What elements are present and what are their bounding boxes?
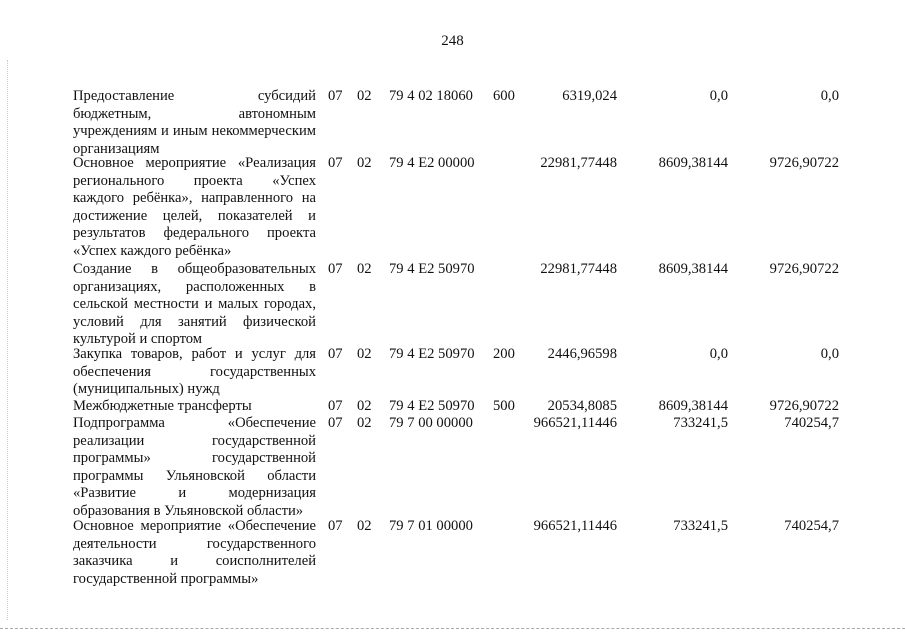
row-name: Создание в общеобразовательных организациях, расположенных в сельской местности и малых городах, условий для занятий физической культурой и спортом xyxy=(73,261,316,348)
target-item-code: 79 4 Е2 00000 xyxy=(389,155,475,171)
section-code: 07 xyxy=(328,155,343,171)
amount-year-3: 0,0 xyxy=(820,346,839,362)
amount-year-2: 8609,38144 xyxy=(658,261,728,277)
amount-year-2: 733241,5 xyxy=(673,518,728,534)
amount-year-1: 20534,8085 xyxy=(547,398,617,414)
amount-year-2: 0,0 xyxy=(709,346,728,362)
amount-year-3: 9726,90722 xyxy=(769,155,839,171)
row-name: Закупка товаров, работ и услуг для обеспечения государственных (муниципальных) нужд xyxy=(73,346,316,398)
section-code: 07 xyxy=(328,88,343,104)
subsection-code: 02 xyxy=(357,155,372,171)
bottom-rule xyxy=(0,628,905,629)
target-item-code: 79 4 Е2 50970 xyxy=(389,261,475,277)
amount-year-1: 966521,11446 xyxy=(533,415,617,431)
target-item-code: 79 4 Е2 50970 xyxy=(389,346,475,362)
page-number: 248 xyxy=(441,33,464,49)
amount-year-1: 6319,024 xyxy=(562,88,617,104)
section-code: 07 xyxy=(328,346,343,362)
row-name: Основное мероприятие «Реализация регионального проекта «Успех каждого ребёнка», направленного на достижение целей, показателей и результатов федерального проекта «Успех каждого ребёнка» xyxy=(73,155,316,259)
subsection-code: 02 xyxy=(357,261,372,277)
row-name: Основное мероприятие «Обеспечение деятельности государственного заказчика и соисполнителей государственной программы» xyxy=(73,518,316,587)
amount-year-3: 9726,90722 xyxy=(769,398,839,414)
subsection-code: 02 xyxy=(357,88,372,104)
amount-year-3: 0,0 xyxy=(820,88,839,104)
amount-year-2: 733241,5 xyxy=(673,415,728,431)
target-item-code: 79 4 02 18060 xyxy=(389,88,473,104)
target-item-code: 79 7 00 00000 xyxy=(389,415,473,431)
expense-type-code: 200 xyxy=(493,346,515,362)
section-code: 07 xyxy=(328,261,343,277)
amount-year-2: 0,0 xyxy=(709,88,728,104)
target-item-code: 79 7 01 00000 xyxy=(389,518,473,534)
amount-year-2: 8609,38144 xyxy=(658,155,728,171)
amount-year-3: 740254,7 xyxy=(784,518,839,534)
section-code: 07 xyxy=(328,398,343,414)
scan-margin-marks xyxy=(7,60,9,620)
section-code: 07 xyxy=(328,518,343,534)
amount-year-1: 2446,96598 xyxy=(547,346,617,362)
subsection-code: 02 xyxy=(357,518,372,534)
expense-type-code: 600 xyxy=(493,88,515,104)
amount-year-1: 22981,77448 xyxy=(540,155,617,171)
target-item-code: 79 4 Е2 50970 xyxy=(389,398,475,414)
amount-year-3: 740254,7 xyxy=(784,415,839,431)
amount-year-3: 9726,90722 xyxy=(769,261,839,277)
subsection-code: 02 xyxy=(357,398,372,414)
row-name: Подпрограмма «Обеспечение реализации государственной программы» государственной программы Ульяновской области «Развитие и модернизация образования в Ульяновской области» xyxy=(73,415,316,519)
subsection-code: 02 xyxy=(357,415,372,431)
row-name: Межбюджетные трансферты xyxy=(73,398,252,414)
row-name: Предоставление субсидий бюджетным, автономным учреждениям и иным некоммерческим организациям xyxy=(73,88,316,157)
amount-year-1: 966521,11446 xyxy=(533,518,617,534)
amount-year-2: 8609,38144 xyxy=(658,398,728,414)
section-code: 07 xyxy=(328,415,343,431)
amount-year-1: 22981,77448 xyxy=(540,261,617,277)
expense-type-code: 500 xyxy=(493,398,515,414)
subsection-code: 02 xyxy=(357,346,372,362)
